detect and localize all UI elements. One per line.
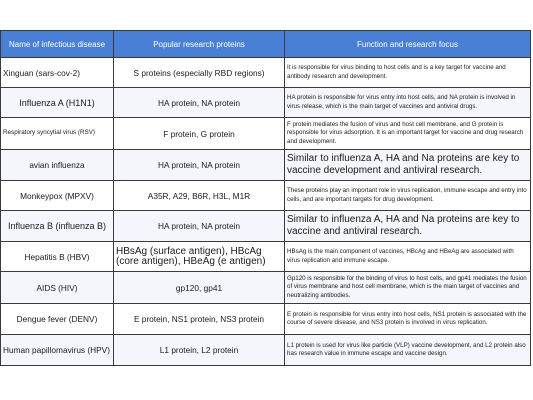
table-row: [1, 88, 531, 118]
proteins-cell: E protein, NS1 protein, NS3 protein: [114, 304, 285, 335]
table-row: [1, 335, 531, 366]
proteins-cell: F protein, G protein: [114, 118, 285, 150]
proteins-cell: L1 protein, L2 protein: [114, 335, 285, 366]
disease-cell: Hepatitis B (HBV): [1, 242, 114, 272]
disease-cell: AIDS (HIV): [1, 272, 114, 304]
proteins-cell: HA protein, NA protein: [114, 150, 285, 181]
table-row: [1, 242, 531, 272]
function-cell: Gp120 is responsible for the binding of virus to host cells, and gp41 mediates the fusion of virus membrane and host cell membrane, which is the main target of vaccines and neutralizing antibodies.: [285, 272, 531, 304]
disease-cell: Influenza A (H1N1): [1, 88, 114, 118]
proteins-cell: HA protein, NA protein: [114, 211, 285, 242]
table-row: [1, 58, 531, 88]
function-cell: Similar to influenza A, HA and Na proteins are key to vaccine development and antiviral research.: [285, 150, 531, 181]
disease-cell: Dengue fever (DENV): [1, 304, 114, 335]
proteins-cell: HA protein, NA protein: [114, 88, 285, 118]
function-cell: It is responsible for virus binding to host cells and is a key target for vaccine and antibody research and development.: [285, 58, 531, 88]
research-proteins-table: [0, 30, 531, 366]
table-body: [1, 58, 531, 366]
function-cell: HBsAg is the main component of vaccines, HBcAg and HBeAg are associated with virus replication and immune escape.: [285, 242, 531, 272]
disease-cell: Human papillomavirus (HPV): [1, 335, 114, 366]
disease-cell: Influenza B (influenza B): [1, 211, 114, 242]
disease-cell: Monkeypox (MPXV): [1, 181, 114, 211]
table-row: [1, 211, 531, 242]
disease-cell: Xinguan (sars-cov-2): [1, 58, 114, 88]
function-cell: L1 protein is used for virus like particle (VLP) vaccine development, and L2 protein also has research value in immune escape and vaccine design.: [285, 335, 531, 366]
function-cell: These proteins play an important role in virus replication, immune escape and entry into cells, and are important targets for drug development.: [285, 181, 531, 211]
header-row: [1, 31, 531, 58]
function-cell: Similar to influenza A, HA and Na proteins are key to vaccine and antiviral research.: [285, 211, 531, 242]
proteins-cell: S proteins (especially RBD regions): [114, 58, 285, 88]
function-cell: F protein mediates the fusion of virus and host cell membrane, and G protein is responsible for virus adsorption. It is an important target for vaccine and drug research and development.: [285, 118, 531, 150]
disease-cell: avian influenza: [1, 150, 114, 181]
table-row: [1, 181, 531, 211]
table-row: [1, 304, 531, 335]
header-disease: Name of infectious disease: [1, 31, 114, 58]
proteins-cell: gp120, gp41: [114, 272, 285, 304]
table-row: [1, 272, 531, 304]
proteins-cell: A35R, A29, B6R, H3L, M1R: [114, 181, 285, 211]
header-function: Function and research focus: [285, 31, 531, 58]
table-header: [1, 31, 531, 58]
function-cell: HA protein is responsible for virus entry into host cells, and NA protein is involved in virus release, which is the main target of vaccines and antiviral drugs.: [285, 88, 531, 118]
proteins-cell: HBsAg (surface antigen), HBcAg (core antigen), HBeAg (e antigen): [114, 242, 285, 272]
table-row: [1, 150, 531, 181]
disease-cell: Respiratory syncytial virus (RSV): [1, 118, 114, 150]
function-cell: E protein is responsible for virus entry into host cells, NS1 protein is associated with the course of severe disease, and NS3 protein is involved in virus replication.: [285, 304, 531, 335]
header-proteins: Popular research proteins: [114, 31, 285, 58]
table-row: [1, 118, 531, 150]
